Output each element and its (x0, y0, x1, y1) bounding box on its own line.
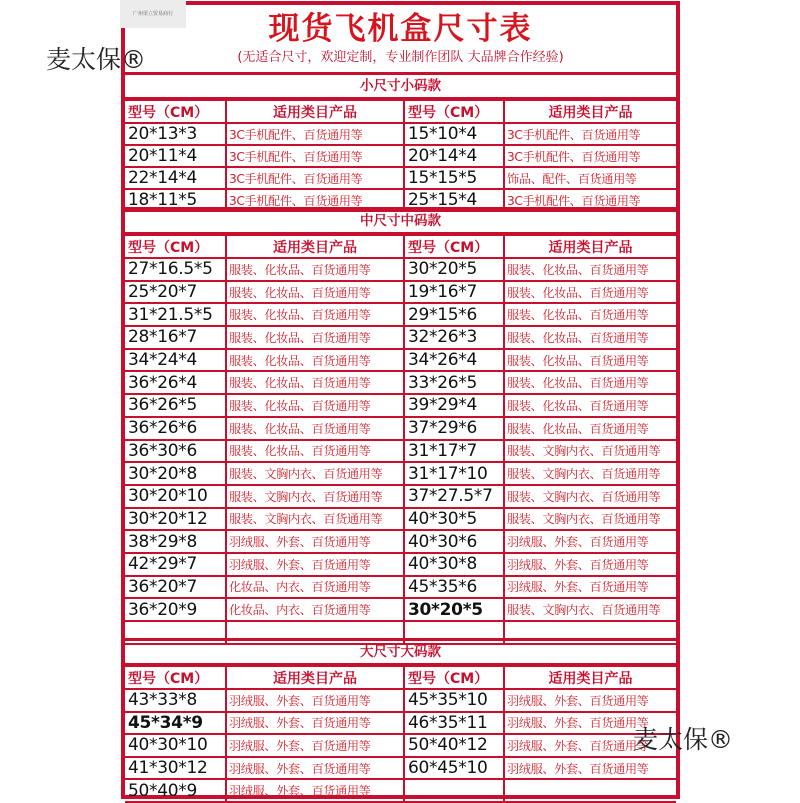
table-row (125, 417, 676, 440)
size-cell: 28*16*7 (125, 326, 226, 349)
size-cell: 37*27.5*7 (404, 485, 504, 508)
table-row (125, 576, 676, 599)
size-cell: 45*35*10 (404, 689, 504, 712)
size-cell: 41*30*12 (125, 757, 226, 780)
col-header-size: 型号（CM） (404, 235, 504, 258)
category-cell: 羽绒服、外套、百货通用等 (504, 734, 676, 757)
size-cell: 20*13*3 (125, 123, 226, 145)
col-header-category: 适用类目产品 (226, 100, 404, 123)
table-row (125, 553, 676, 576)
category-cell: 羽绒服、外套、百货通用等 (226, 689, 404, 712)
size-cell: 40*30*10 (125, 734, 226, 757)
size-cell: 50*40*12 (404, 734, 504, 757)
category-cell: 服装、文胸内衣、百货通用等 (504, 508, 676, 531)
size-cell: 19*16*7 (404, 281, 504, 304)
size-cell: 33*26*5 (404, 371, 504, 394)
category-cell: 羽绒服、外套、百货通用等 (226, 712, 404, 735)
category-cell: 服装、化妆品、百货通用等 (504, 281, 676, 304)
category-cell: 服装、化妆品、百货通用等 (226, 417, 404, 440)
category-cell: 服装、化妆品、百货通用等 (504, 349, 676, 372)
table-row (125, 598, 676, 621)
category-cell: 服装、化妆品、百货通用等 (504, 371, 676, 394)
table-row (125, 371, 676, 394)
table-header-row (125, 100, 676, 123)
table-row (125, 712, 676, 735)
table-row (125, 757, 676, 780)
category-cell: 羽绒服、外套、百货通用等 (226, 779, 404, 802)
size-cell: 36*20*7 (125, 576, 226, 599)
size-cell: 30*20*12 (125, 508, 226, 531)
size-cell: 45*35*6 (404, 576, 504, 599)
size-cell: 15*10*4 (404, 123, 504, 145)
size-cell: 25*20*7 (125, 281, 226, 304)
page-subtitle: (无适合尺寸，欢迎定制，专业制作团队 大品牌合作经验) (237, 50, 564, 65)
size-cell: 36*26*4 (125, 371, 226, 394)
size-cell: 31*17*10 (404, 462, 504, 485)
size-cell: 36*30*6 (125, 440, 226, 463)
size-cell: 15*15*5 (404, 167, 504, 189)
category-cell: 服装、文胸内衣、百货通用等 (504, 485, 676, 508)
category-cell: 羽绒服、外套、百货通用等 (504, 757, 676, 780)
table-row (125, 326, 676, 349)
size-cell: 18*11*5 (125, 189, 226, 211)
title-block (125, 5, 676, 75)
size-cell: 29*15*6 (404, 303, 504, 326)
shop-tag: 广州渠立贸易商行 (120, 0, 186, 28)
table-row (125, 734, 676, 757)
col-header-category: 适用类目产品 (504, 666, 676, 689)
size-cell: 40*30*8 (404, 553, 504, 576)
size-cell: 60*45*10 (404, 757, 504, 780)
category-cell: 羽绒服、外套、百货通用等 (226, 530, 404, 553)
category-cell (504, 779, 676, 802)
category-cell: 3C手机配件、百货通用等 (504, 189, 676, 211)
table-row (125, 508, 676, 531)
size-cell: 36*26*5 (125, 394, 226, 417)
size-cell: 25*15*4 (404, 189, 504, 211)
section-small (125, 75, 676, 212)
section-medium (125, 207, 676, 645)
table-row (125, 167, 676, 189)
table-header-row (125, 666, 676, 689)
category-cell: 服装、化妆品、百货通用等 (504, 303, 676, 326)
table-row (125, 281, 676, 304)
size-cell: 30*20*8 (125, 462, 226, 485)
category-cell: 3C手机配件、百货通用等 (226, 189, 404, 211)
col-header-category: 适用类目产品 (226, 235, 404, 258)
size-cell: 31*21.5*5 (125, 303, 226, 326)
size-cell: 40*30*6 (404, 530, 504, 553)
category-cell: 服装、化妆品、百货通用等 (504, 417, 676, 440)
size-cell: 30*20*10 (125, 485, 226, 508)
table-header-row (125, 235, 676, 258)
category-cell: 服装、化妆品、百货通用等 (226, 394, 404, 417)
size-cell: 34*26*4 (404, 349, 504, 372)
category-cell: 化妆品、内衣、百货通用等 (226, 576, 404, 599)
category-cell: 服装、文胸内衣、百货通用等 (226, 508, 404, 531)
size-cell: 31*17*7 (404, 440, 504, 463)
table-row (125, 145, 676, 167)
size-cell: 50*40*9 (125, 779, 226, 802)
size-cell: 37*29*6 (404, 417, 504, 440)
size-table-small (125, 99, 676, 212)
size-cell: 34*24*4 (125, 349, 226, 372)
col-header-size: 型号（CM） (125, 235, 226, 258)
size-table-large (125, 665, 676, 803)
category-cell: 服装、化妆品、百货通用等 (226, 281, 404, 304)
category-cell: 服装、文胸内衣、百货通用等 (226, 462, 404, 485)
category-cell: 羽绒服、外套、百货通用等 (504, 530, 676, 553)
table-row (125, 530, 676, 553)
category-cell: 3C手机配件、百货通用等 (504, 123, 676, 145)
category-cell: 服装、化妆品、百货通用等 (226, 303, 404, 326)
table-row (125, 123, 676, 145)
table-row (125, 485, 676, 508)
brand-watermark: 麦太保® (46, 45, 147, 74)
category-cell: 羽绒服、外套、百货通用等 (226, 553, 404, 576)
size-cell: 20*14*4 (404, 145, 504, 167)
size-cell: 20*11*4 (125, 145, 226, 167)
size-cell: 30*20*5 (404, 258, 504, 281)
table-row (125, 349, 676, 372)
size-cell: 43*33*8 (125, 689, 226, 712)
category-cell: 羽绒服、外套、百货通用等 (504, 576, 676, 599)
table-row (125, 440, 676, 463)
table-row (125, 258, 676, 281)
table-row (125, 779, 676, 802)
size-cell: 36*20*9 (125, 598, 226, 621)
category-cell: 服装、化妆品、百货通用等 (226, 258, 404, 281)
category-cell: 服装、化妆品、百货通用等 (226, 371, 404, 394)
section-title: 中尺寸中码款 (125, 210, 676, 234)
category-cell: 服装、文胸内衣、百货通用等 (504, 598, 676, 621)
category-cell: 3C手机配件、百货通用等 (226, 145, 404, 167)
size-cell: 36*26*6 (125, 417, 226, 440)
page-title: 现货飞机盒尺寸表 (268, 11, 533, 47)
size-cell: 42*29*7 (125, 553, 226, 576)
category-cell: 羽绒服、外套、百货通用等 (504, 712, 676, 735)
category-cell: 服装、文胸内衣、百货通用等 (504, 462, 676, 485)
col-header-size: 型号（CM） (404, 666, 504, 689)
col-header-category: 适用类目产品 (226, 666, 404, 689)
section-title: 大尺寸大码款 (125, 641, 676, 665)
category-cell: 羽绒服、外套、百货通用等 (226, 757, 404, 780)
col-header-size: 型号（CM） (125, 100, 226, 123)
size-cell: 40*30*5 (404, 508, 504, 531)
category-cell: 3C手机配件、百货通用等 (226, 167, 404, 189)
category-cell: 服装、化妆品、百货通用等 (504, 394, 676, 417)
size-cell: 45*34*9 (125, 712, 226, 735)
category-cell: 服装、化妆品、百货通用等 (226, 440, 404, 463)
size-cell: 22*14*4 (125, 167, 226, 189)
size-chart-sheet (121, 1, 680, 799)
size-cell: 30*20*5 (404, 598, 504, 621)
category-cell: 羽绒服、外套、百货通用等 (226, 734, 404, 757)
size-cell: 46*35*11 (404, 712, 504, 735)
table-row (125, 303, 676, 326)
col-header-category: 适用类目产品 (504, 100, 676, 123)
category-cell: 服装、化妆品、百货通用等 (226, 349, 404, 372)
category-cell: 服装、文胸内衣、百货通用等 (504, 440, 676, 463)
category-cell: 饰品、配件、百货通用等 (504, 167, 676, 189)
section-title: 小尺寸小码款 (125, 75, 676, 99)
col-header-category: 适用类目产品 (504, 235, 676, 258)
col-header-size: 型号（CM） (125, 666, 226, 689)
section-large (125, 638, 676, 803)
category-cell: 羽绒服、外套、百货通用等 (504, 553, 676, 576)
size-cell (404, 779, 504, 802)
category-cell: 服装、化妆品、百货通用等 (504, 326, 676, 349)
category-cell: 羽绒服、外套、百货通用等 (504, 689, 676, 712)
category-cell: 服装、化妆品、百货通用等 (226, 326, 404, 349)
category-cell: 服装、化妆品、百货通用等 (504, 258, 676, 281)
size-cell: 39*29*4 (404, 394, 504, 417)
brand-watermark: 麦太保® (633, 725, 734, 754)
category-cell: 化妆品、内衣、百货通用等 (226, 598, 404, 621)
table-row (125, 689, 676, 712)
category-cell: 服装、文胸内衣、百货通用等 (226, 485, 404, 508)
size-cell: 38*29*8 (125, 530, 226, 553)
table-row (125, 462, 676, 485)
category-cell: 3C手机配件、百货通用等 (504, 145, 676, 167)
category-cell: 3C手机配件、百货通用等 (226, 123, 404, 145)
size-cell: 27*16.5*5 (125, 258, 226, 281)
table-row (125, 394, 676, 417)
size-table-medium (125, 234, 676, 645)
col-header-size: 型号（CM） (404, 100, 504, 123)
size-cell: 32*26*3 (404, 326, 504, 349)
